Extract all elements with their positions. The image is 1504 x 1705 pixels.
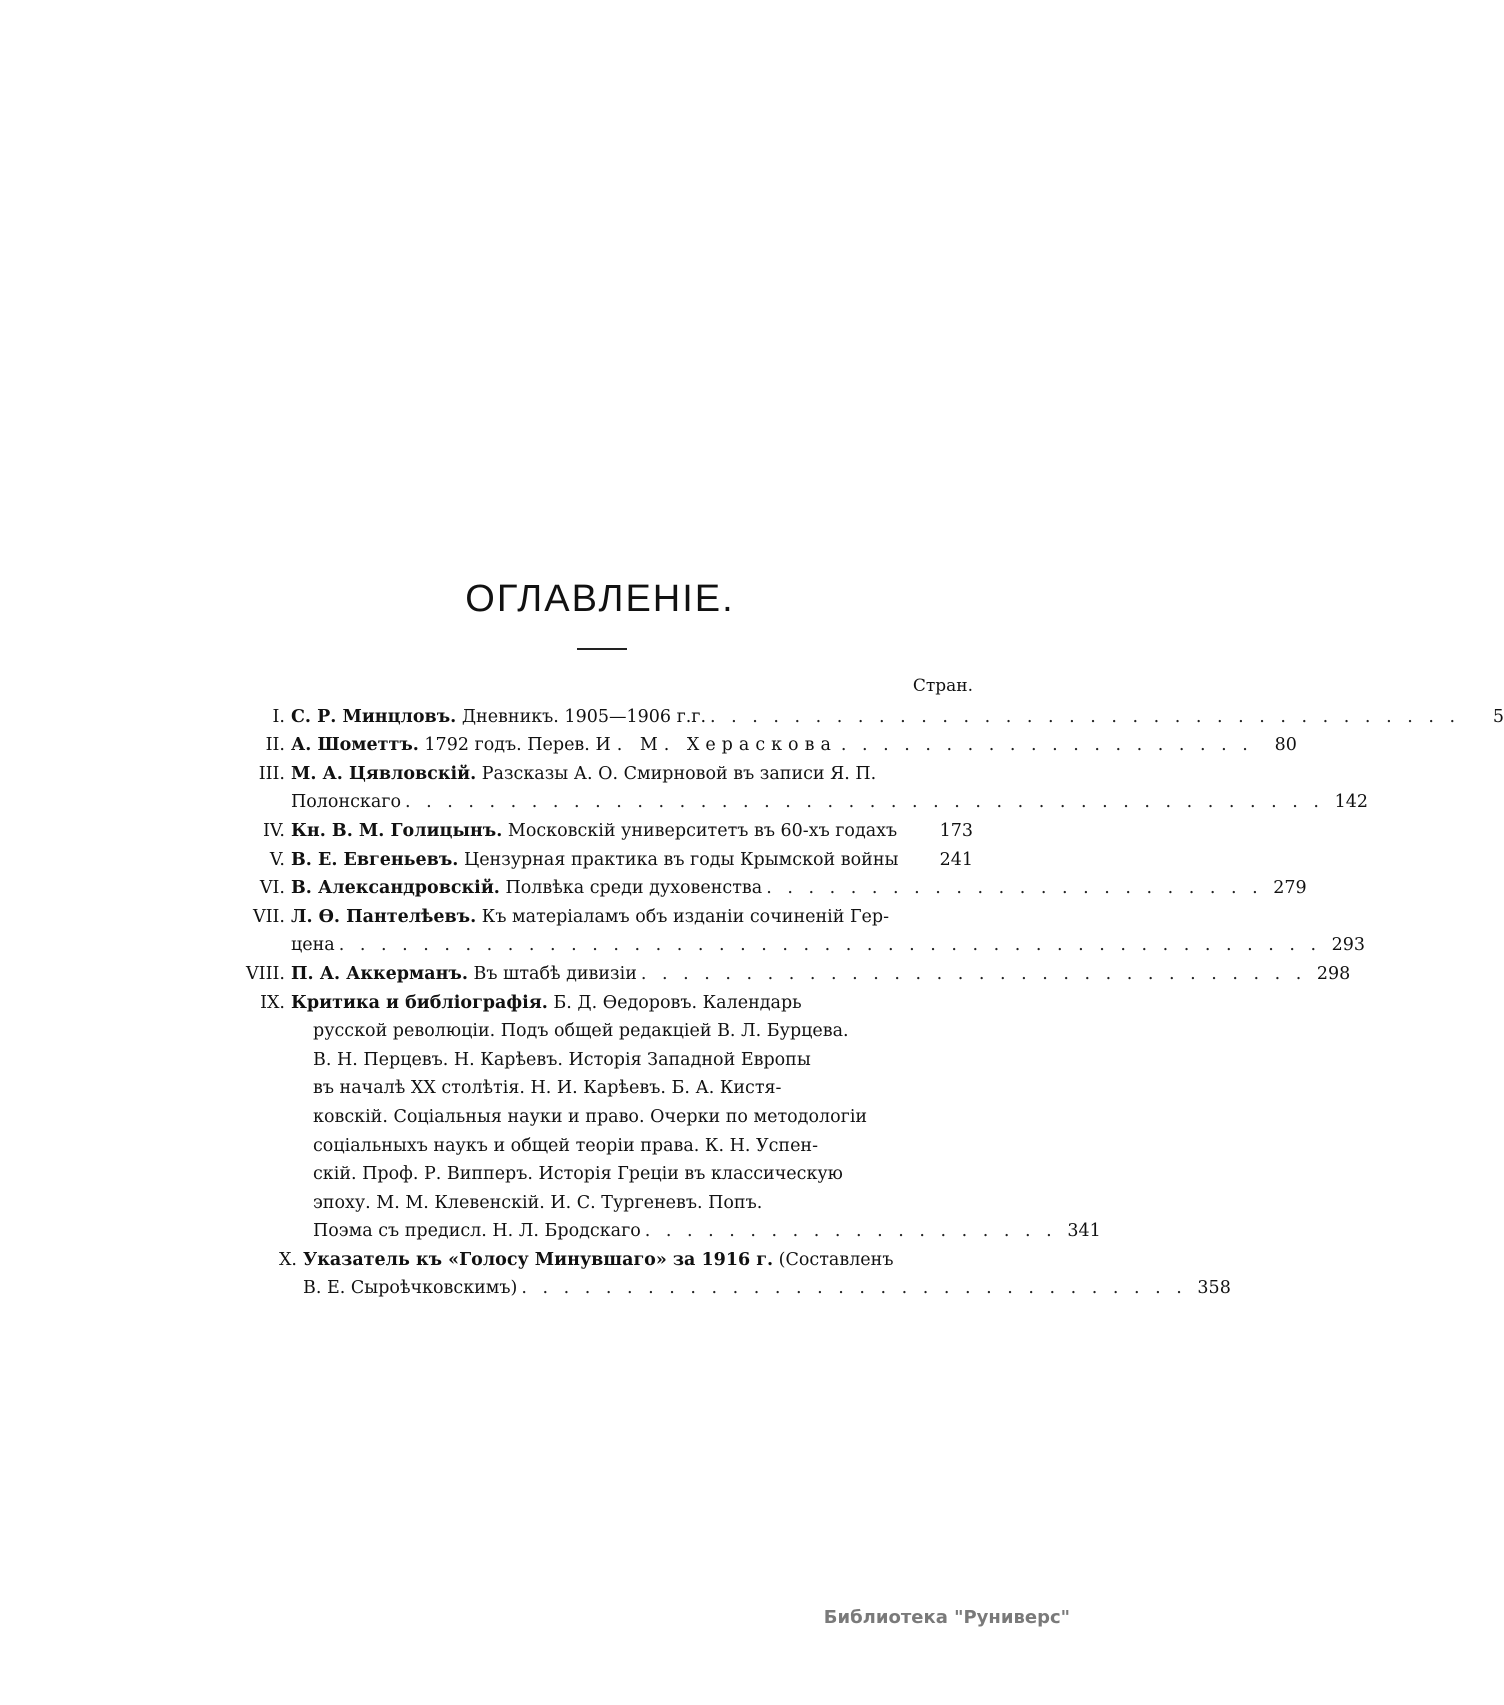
entry-number: I.: [272, 706, 285, 727]
entry-page: 241: [939, 849, 973, 870]
toc-entry: [243, 903, 1366, 960]
entry-title: Цензурная практика въ годы Крымской войны: [463, 849, 899, 870]
entry-text-line: въ началѣ XX столѣтія. Н. И. Карѣевъ. Б. А. Кистя-: [313, 1078, 782, 1099]
entry-heading: Критика и библіографія.: [291, 992, 548, 1013]
toc-entry: [243, 1246, 1231, 1303]
leader-dots: . . . . . . . . . . . . . . . . . . . . . . . . . . . . . . . . . . . . . . . . . . . .: [405, 792, 1324, 813]
entry-text-line: эпоху. М. М. Клевенскій. И. С. Тургеневъ. Попъ.: [313, 1192, 763, 1213]
entry-author: М. А. Цявловскій.: [291, 763, 477, 784]
entry-page: 298: [1316, 963, 1351, 984]
entry-page: 293: [1331, 935, 1366, 956]
entry-page: 358: [1197, 1278, 1231, 1299]
table-of-contents: [243, 672, 1504, 1303]
entry-text-line: скій. Проф. Р. Випперъ. Исторія Греціи въ классическую: [313, 1164, 843, 1185]
entry-number: II.: [265, 735, 285, 756]
toc-entry: [243, 989, 1101, 1246]
entry-number: III.: [258, 763, 285, 784]
leader-dots: . . . . . . . . . . . . . . . . . . . .: [840, 735, 1253, 756]
entry-author: В. Е. Евгеньевъ.: [291, 849, 459, 870]
entry-text-line: Б. Д. Ѳедоровъ. Календарь: [553, 992, 802, 1013]
entry-title: Московскій университетъ въ 60-хъ годахъ: [507, 820, 898, 841]
entry-page: 341: [1067, 1221, 1101, 1242]
library-watermark: Библиотека "Руниверс": [823, 1607, 1070, 1628]
entry-text-line: (Составленъ: [778, 1249, 894, 1270]
page-title: ОГЛАВЛЕНІЕ.: [465, 578, 735, 620]
entry-page: 142: [1334, 792, 1368, 813]
leader-dots: . . . . . . . . . . . . . . . . . . . . . . . . . . . . . . . .: [521, 1278, 1187, 1299]
entry-title: Разсказы А. О. Смирновой въ записи Я. П.: [481, 763, 877, 784]
entry-number: IV.: [262, 820, 285, 841]
toc-entry: [243, 817, 973, 846]
entry-text-line: русской революціи. Подъ общей редакціей В. Л. Бурцева.: [313, 1021, 849, 1042]
entry-page: 279: [1273, 878, 1307, 899]
entry-author: А. Шометтъ.: [291, 735, 419, 756]
entry-text-line: В. Е. Сыроѣчковскимъ): [303, 1278, 518, 1299]
entry-number: IX.: [260, 992, 285, 1013]
entry-text-line: ковскій. Соціальныя науки и право. Очерки по методологіи: [313, 1106, 868, 1127]
entry-author: Л. Ѳ. Пантелѣевъ.: [291, 906, 477, 927]
entry-author: П. А. Аккерманъ.: [291, 963, 468, 984]
toc-entry: [243, 874, 1307, 903]
toc-entry: [243, 960, 1351, 989]
toc-entry: [243, 731, 1297, 760]
toc-entry: [243, 846, 973, 875]
entry-text-line: Поэма съ предисл. Н. Л. Бродскаго: [313, 1221, 641, 1242]
entry-page: 5: [1492, 706, 1504, 727]
entry-number: X.: [278, 1249, 297, 1270]
entry-number: VII.: [252, 906, 285, 927]
page-column-header: Стран.: [912, 676, 973, 696]
entry-title: Дневникъ. 1905—1906 г.г.: [461, 706, 707, 727]
entry-text-line: В. Н. Перцевъ. Н. Карѣевъ. Исторія Западной Европы: [313, 1049, 811, 1070]
entry-page: 173: [939, 820, 973, 841]
entry-heading: Указатель къ «Голосу Минувшаго» за 1916 г.: [303, 1249, 774, 1270]
entry-number: VI.: [259, 878, 285, 899]
entry-title: Къ матеріаламъ объ изданіи сочиненій Гер-: [481, 906, 890, 927]
entry-title: 1792 годъ. Перев.: [424, 735, 590, 756]
entry-author: Кн. В. М. Голицынъ.: [291, 820, 503, 841]
entry-title: Въ штабѣ дивизіи: [473, 963, 637, 984]
entry-number: VIII.: [246, 963, 285, 984]
entry-title: Полвѣка среди духовенства: [505, 878, 763, 899]
leader-dots: . . . . . . . . . . . . . . . . . . . . . . . . . . . . . . . . . . . . . . . . . . . . . . .: [338, 935, 1322, 956]
toc-entry: [243, 760, 1368, 817]
title-underline: [577, 648, 627, 650]
toc-entry: [243, 703, 1504, 732]
entry-title-continued: цена: [291, 935, 335, 956]
leader-dots: . . . . . . . . . . . . . . . . . . . . . . . .: [766, 878, 1263, 899]
entry-title-continued: Полонскаго: [291, 792, 401, 813]
entry-number: V.: [269, 849, 285, 870]
leader-dots: . . . . . . . . . . . . . . . . . . . . . . . . . . . . . . . .: [640, 963, 1307, 984]
leader-dots: . . . . . . . . . . . . . . . . . . . . . . . . . . . . . . . . . . . .: [710, 706, 1461, 727]
leader-dots: . . . . . . . . . . . . . . . . . . . .: [644, 1221, 1057, 1242]
entry-page: 80: [1274, 735, 1297, 756]
entry-text-line: соціальныхъ наукъ и общей теоріи права. К. Н. Успен-: [313, 1135, 819, 1156]
entry-author: В. Александровскій.: [291, 878, 500, 899]
entry-author: С. Р. Минцловъ.: [291, 706, 457, 727]
entry-translator: И. М. Хераскова: [595, 735, 837, 756]
